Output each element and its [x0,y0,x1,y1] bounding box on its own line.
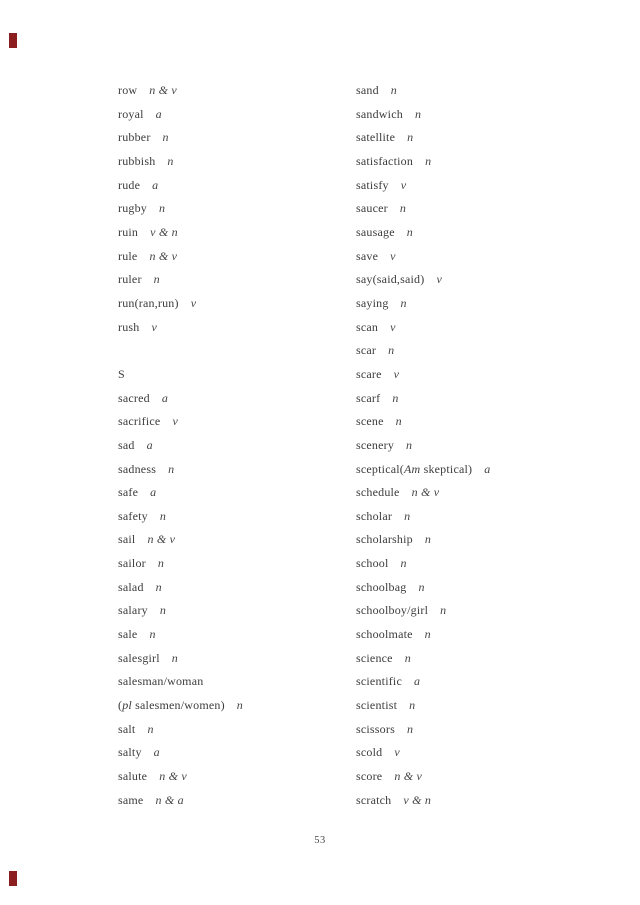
entry-row [356,268,591,292]
entry-word: sausage [356,224,395,239]
entry-row [118,670,353,694]
entry-word: scar [356,343,377,358]
entry-pos: n & v [411,485,440,500]
entry-row [118,316,353,340]
entry-word: safety [118,508,148,523]
entry-pos: n [147,721,154,736]
entry-word: safe [118,485,139,500]
entry-pos: n [418,579,425,594]
entry-pos: n [159,603,167,618]
entry-row [356,694,591,718]
entry-word: sail [118,532,136,547]
entry-word: scratch [356,792,392,807]
entry-word: scan [356,319,379,334]
entry-row [356,765,591,789]
entry-row [118,505,353,529]
entry-pos: a [153,745,160,760]
entry-word: saucer [356,201,388,216]
entry-pos: n [424,532,432,547]
entry-pos: n & v [159,769,187,784]
entry-word: save [356,248,379,263]
entry-pos: n [159,201,166,216]
entry-row [118,576,353,600]
entry-word: sad [118,437,135,452]
entry-row [118,694,353,718]
entry-row [118,387,353,411]
entry-row [356,576,591,600]
entry-pos: n [159,508,167,523]
entry-row [118,410,353,434]
entry-row [356,387,591,411]
entry-word: rubber [118,130,151,145]
entry-word: score [356,769,383,784]
entry-pos: n [425,153,432,168]
entry-word: salad [118,579,144,594]
entry-pos: n [399,201,407,216]
entry-row [118,741,353,765]
entry-pos: n [440,603,447,618]
entry-word: salesman/woman [118,674,204,689]
page-corner-mark-bottom [9,871,17,886]
entry-row [356,339,591,363]
entry-row [118,623,353,647]
entry-row [356,623,591,647]
entry-word: sacred [118,390,150,405]
entry-pos: v [400,177,407,192]
entry-word: rule [118,248,138,263]
entry-pos: n & v [149,83,177,97]
entry-row [118,126,353,150]
entry-pos: n [157,556,165,571]
entry-row [118,434,353,458]
entry-word: scissors [356,721,395,736]
entry-word: royal [118,106,144,121]
entry-word: rush [118,319,140,334]
entry-row [118,481,353,505]
entry-pos: n [171,650,178,665]
entry-word: ruler [118,272,142,287]
entry-word: rubbish [118,153,156,168]
entry-pos: n & v [147,532,176,547]
entry-word: scold [356,745,383,760]
entry-row [356,292,591,316]
entry-word: sacrifice [118,414,161,429]
entry-pos: n [162,130,169,145]
entry-pos: v [172,414,178,429]
entry-row [118,103,353,127]
entry-word: schoolmate [356,627,413,642]
entry-word: scenery [356,437,395,452]
entry-word: sale [118,627,138,642]
entry-row [356,197,591,221]
entry-pos: v & n [150,224,178,239]
page-corner-mark-top [9,33,17,48]
entry-row [356,221,591,245]
entry-pos: n [153,272,160,287]
entry-row [356,552,591,576]
entry-row [118,150,353,174]
entry-row [356,647,591,671]
entry-pos: n [392,390,399,405]
entry-pos: v [390,248,396,263]
entry-row [118,458,353,482]
entry-word: scientist [356,698,398,713]
entry-pos: a [161,390,169,405]
entry-pos: n [167,153,174,168]
entry-word: science [356,650,393,665]
entry-row [356,363,591,387]
entry-pos: v [436,272,442,287]
entry-pos: n [149,627,156,642]
entry-word: say(said,said) [356,272,425,287]
entry-word: school [356,556,389,571]
entry-pos: a [150,485,157,500]
entry-word: sailor [118,556,146,571]
entry-row [118,268,353,292]
entry-pos: n [400,556,407,571]
entry-pos: v [390,319,396,334]
entry-row [356,126,591,150]
entry-row [356,103,591,127]
entry-pos: a [484,461,491,476]
entry-row [118,292,353,316]
row-spacer [118,339,353,363]
entry-pos: n [409,698,416,713]
entry-word: satisfy [356,177,389,192]
entry-row [356,741,591,765]
entry-word: saying [356,295,389,310]
word-list-column-left [118,79,353,812]
entry-pos: n [407,130,414,145]
entry-word: schoolboy/girl [356,603,429,618]
entry-word: sandwich [356,106,403,121]
entry-pos: v [151,319,157,334]
entry-pos: a [152,177,159,192]
entry-word: schedule [356,485,400,500]
entry-word: run(ran,run) [118,295,179,310]
entry-word: satellite [356,130,396,145]
entry-pos: n [414,106,422,121]
section-header-label: S [118,366,125,381]
entry-word: rude [118,177,141,192]
entry-word: scare [356,366,382,381]
entry-row [356,410,591,434]
entry-pos: a [413,674,421,689]
entry-word: ruin [118,224,139,239]
entry-word: (pl salesmen/women) [118,698,225,713]
entry-pos: n [406,721,414,736]
entry-row [356,150,591,174]
entry-row [356,316,591,340]
entry-pos: v [393,366,400,381]
entry-word: salty [118,745,142,760]
entry-pos: n [390,83,397,97]
entry-word: sadness [118,461,157,476]
entry-row [118,599,353,623]
entry-pos: n [424,627,431,642]
entry-pos: v [394,745,400,760]
entry-pos: a [155,106,162,121]
section-header [118,363,353,387]
entry-row [356,718,591,742]
entry-row [356,670,591,694]
page-number: 53 [314,835,326,846]
entry-pos: n [404,650,411,665]
word-list-column-right [356,79,591,812]
entry-word: schoolbag [356,579,407,594]
entry-pos: n [168,461,175,476]
entry-row [118,765,353,789]
entry-word: row [118,83,138,97]
entry-word: rugby [118,201,147,216]
entry-row [118,718,353,742]
entry-word: same [118,792,144,807]
entry-row [118,789,353,813]
entry-word: sand [356,83,379,97]
entry-pos: n & v [149,248,178,263]
entry-row [356,481,591,505]
entry-row [356,528,591,552]
entry-pos: n [406,437,413,452]
entry-pos: v [190,295,197,310]
entry-row [356,434,591,458]
entry-pos: n & a [155,792,184,807]
entry-row [118,79,353,103]
entry-row [356,458,591,482]
entry-pos: n [388,343,395,358]
entry-word: scholarship [356,532,413,547]
entry-row [118,647,353,671]
entry-pos: v & n [403,792,432,807]
entry-row [356,79,591,103]
entry-row [118,197,353,221]
entry-word: sceptical(Am skeptical) [356,461,473,476]
entry-pos: n [406,224,413,239]
entry-word: scholar [356,508,393,523]
entry-row [118,174,353,198]
entry-row [356,599,591,623]
entry-pos: n [155,579,162,594]
entry-row [118,221,353,245]
entry-word: salute [118,769,148,784]
entry-pos: n [404,508,411,523]
entry-word: scientific [356,674,402,689]
entry-row [356,789,591,813]
entry-pos: a [146,437,153,452]
entry-word: satisfaction [356,153,414,168]
entry-word: salesgirl [118,650,160,665]
entry-word: scarf [356,390,381,405]
entry-row [118,528,353,552]
entry-pos: n [236,698,243,713]
entry-row [356,245,591,269]
entry-pos: n [395,414,402,429]
entry-row [118,552,353,576]
entry-row [356,174,591,198]
entry-word: scene [356,414,384,429]
entry-word: salt [118,721,136,736]
entry-word: salary [118,603,148,618]
entry-pos: n & v [394,769,422,784]
entry-row [356,505,591,529]
entry-pos: n [400,295,407,310]
entry-row [118,245,353,269]
